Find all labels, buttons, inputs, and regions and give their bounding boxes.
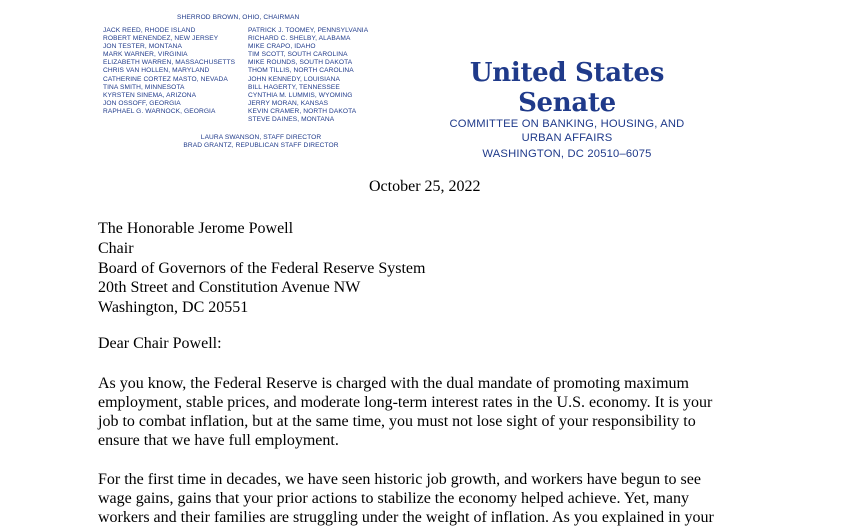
staff-directors [161,134,361,150]
member-name: JACK REED, RHODE ISLAND [103,27,196,34]
salutation: Dear Chair Powell: [98,335,222,352]
majority-members [103,27,235,116]
member-name: CATHERINE CORTEZ MASTO, NEVADA [103,75,228,83]
member-name: MIKE CRAPO, IDAHO [248,43,316,51]
member-name: JOHN KENNEDY, LOUISIANA [248,75,340,83]
member-name: THOM TILLIS, NORTH CAROLINA [248,67,354,75]
member-name: BILL HAGERTY, TENNESSEE [248,83,340,91]
body-paragraph-2 [98,470,714,527]
member-name: CHRIS VAN HOLLEN, MARYLAND [103,67,210,75]
recipient-line: 20th Street and Constitution Avenue NW [98,279,361,297]
recipient-line: Chair [98,239,134,257]
paragraph-line: ensure that we have full employment. [98,432,339,449]
recipient-address-block [98,219,425,318]
staff-director-line: LAURA SWANSON, STAFF DIRECTOR [200,134,322,141]
staff-director-line: BRAD GRANTZ, REPUBLICAN STAFF DIRECTOR [183,142,339,150]
body-paragraph-1 [98,374,712,450]
paragraph-line: employment, stable prices, and moderate long-term interest rates in the U.S. economy. It is your [98,394,713,411]
member-name: TINA SMITH, MINNESOTA [103,83,185,91]
senate-title: United States Senate [469,58,665,118]
member-name: ROBERT MENENDEZ, NEW JERSEY [103,35,219,43]
committee-name-line: URBAN AFFAIRS [521,131,613,144]
paragraph-line: job to combat inflation, but at the same time, you must not lose sight of your responsibility to [98,413,696,430]
letter-date: October 25, 2022 [369,178,481,195]
member-name: PATRICK J. TOOMEY, PENNSYLVANIA [248,27,369,34]
recipient-line: The Honorable Jerome Powell [98,220,294,237]
recipient-line: Board of Governors of the Federal Reserve System [98,259,426,277]
committee-address: WASHINGTON, DC 20510–6075 [482,148,652,160]
member-name: CYNTHIA M. LUMMIS, WYOMING [248,91,353,99]
member-name: RICHARD C. SHELBY, ALABAMA [248,35,351,43]
member-name: KEVIN CRAMER, NORTH DAKOTA [248,107,357,115]
member-name: JON TESTER, MONTANA [103,43,182,51]
paragraph-line: workers and their families are struggling under the weight of inflation. As you explained in your [98,509,714,526]
member-name: ELIZABETH WARREN, MASSACHUSETTS [103,59,236,67]
paragraph-line: As you know, the Federal Reserve is charged with the dual mandate of promoting maximum [98,375,689,392]
member-name: TIM SCOTT, SOUTH CAROLINA [248,51,348,59]
recipient-line: Washington, DC 20551 [98,299,249,317]
member-name: JON OSSOFF, GEORGIA [103,99,181,107]
member-name: MIKE ROUNDS, SOUTH DAKOTA [248,59,353,67]
senate-masthead [436,58,698,161]
member-name: JERRY MORAN, KANSAS [248,99,329,107]
paragraph-line: wage gains, gains that your prior actions to stabilize the economy helped achieve. Yet, many [98,490,689,507]
member-name: KYRSTEN SINEMA, ARIZONA [103,91,197,99]
minority-members [248,27,368,124]
chairman-line: SHERROD BROWN, OHIO, CHAIRMAN [177,14,300,21]
member-name: STEVE DAINES, MONTANA [248,116,335,124]
committee-name-line: COMMITTEE ON BANKING, HOUSING, AND [449,118,685,130]
member-name: MARK WARNER, VIRGINIA [103,51,188,59]
member-name: RAPHAEL G. WARNOCK, GEORGIA [103,107,216,115]
paragraph-line: For the first time in decades, we have seen historic job growth, and workers have begun to see [98,471,701,488]
